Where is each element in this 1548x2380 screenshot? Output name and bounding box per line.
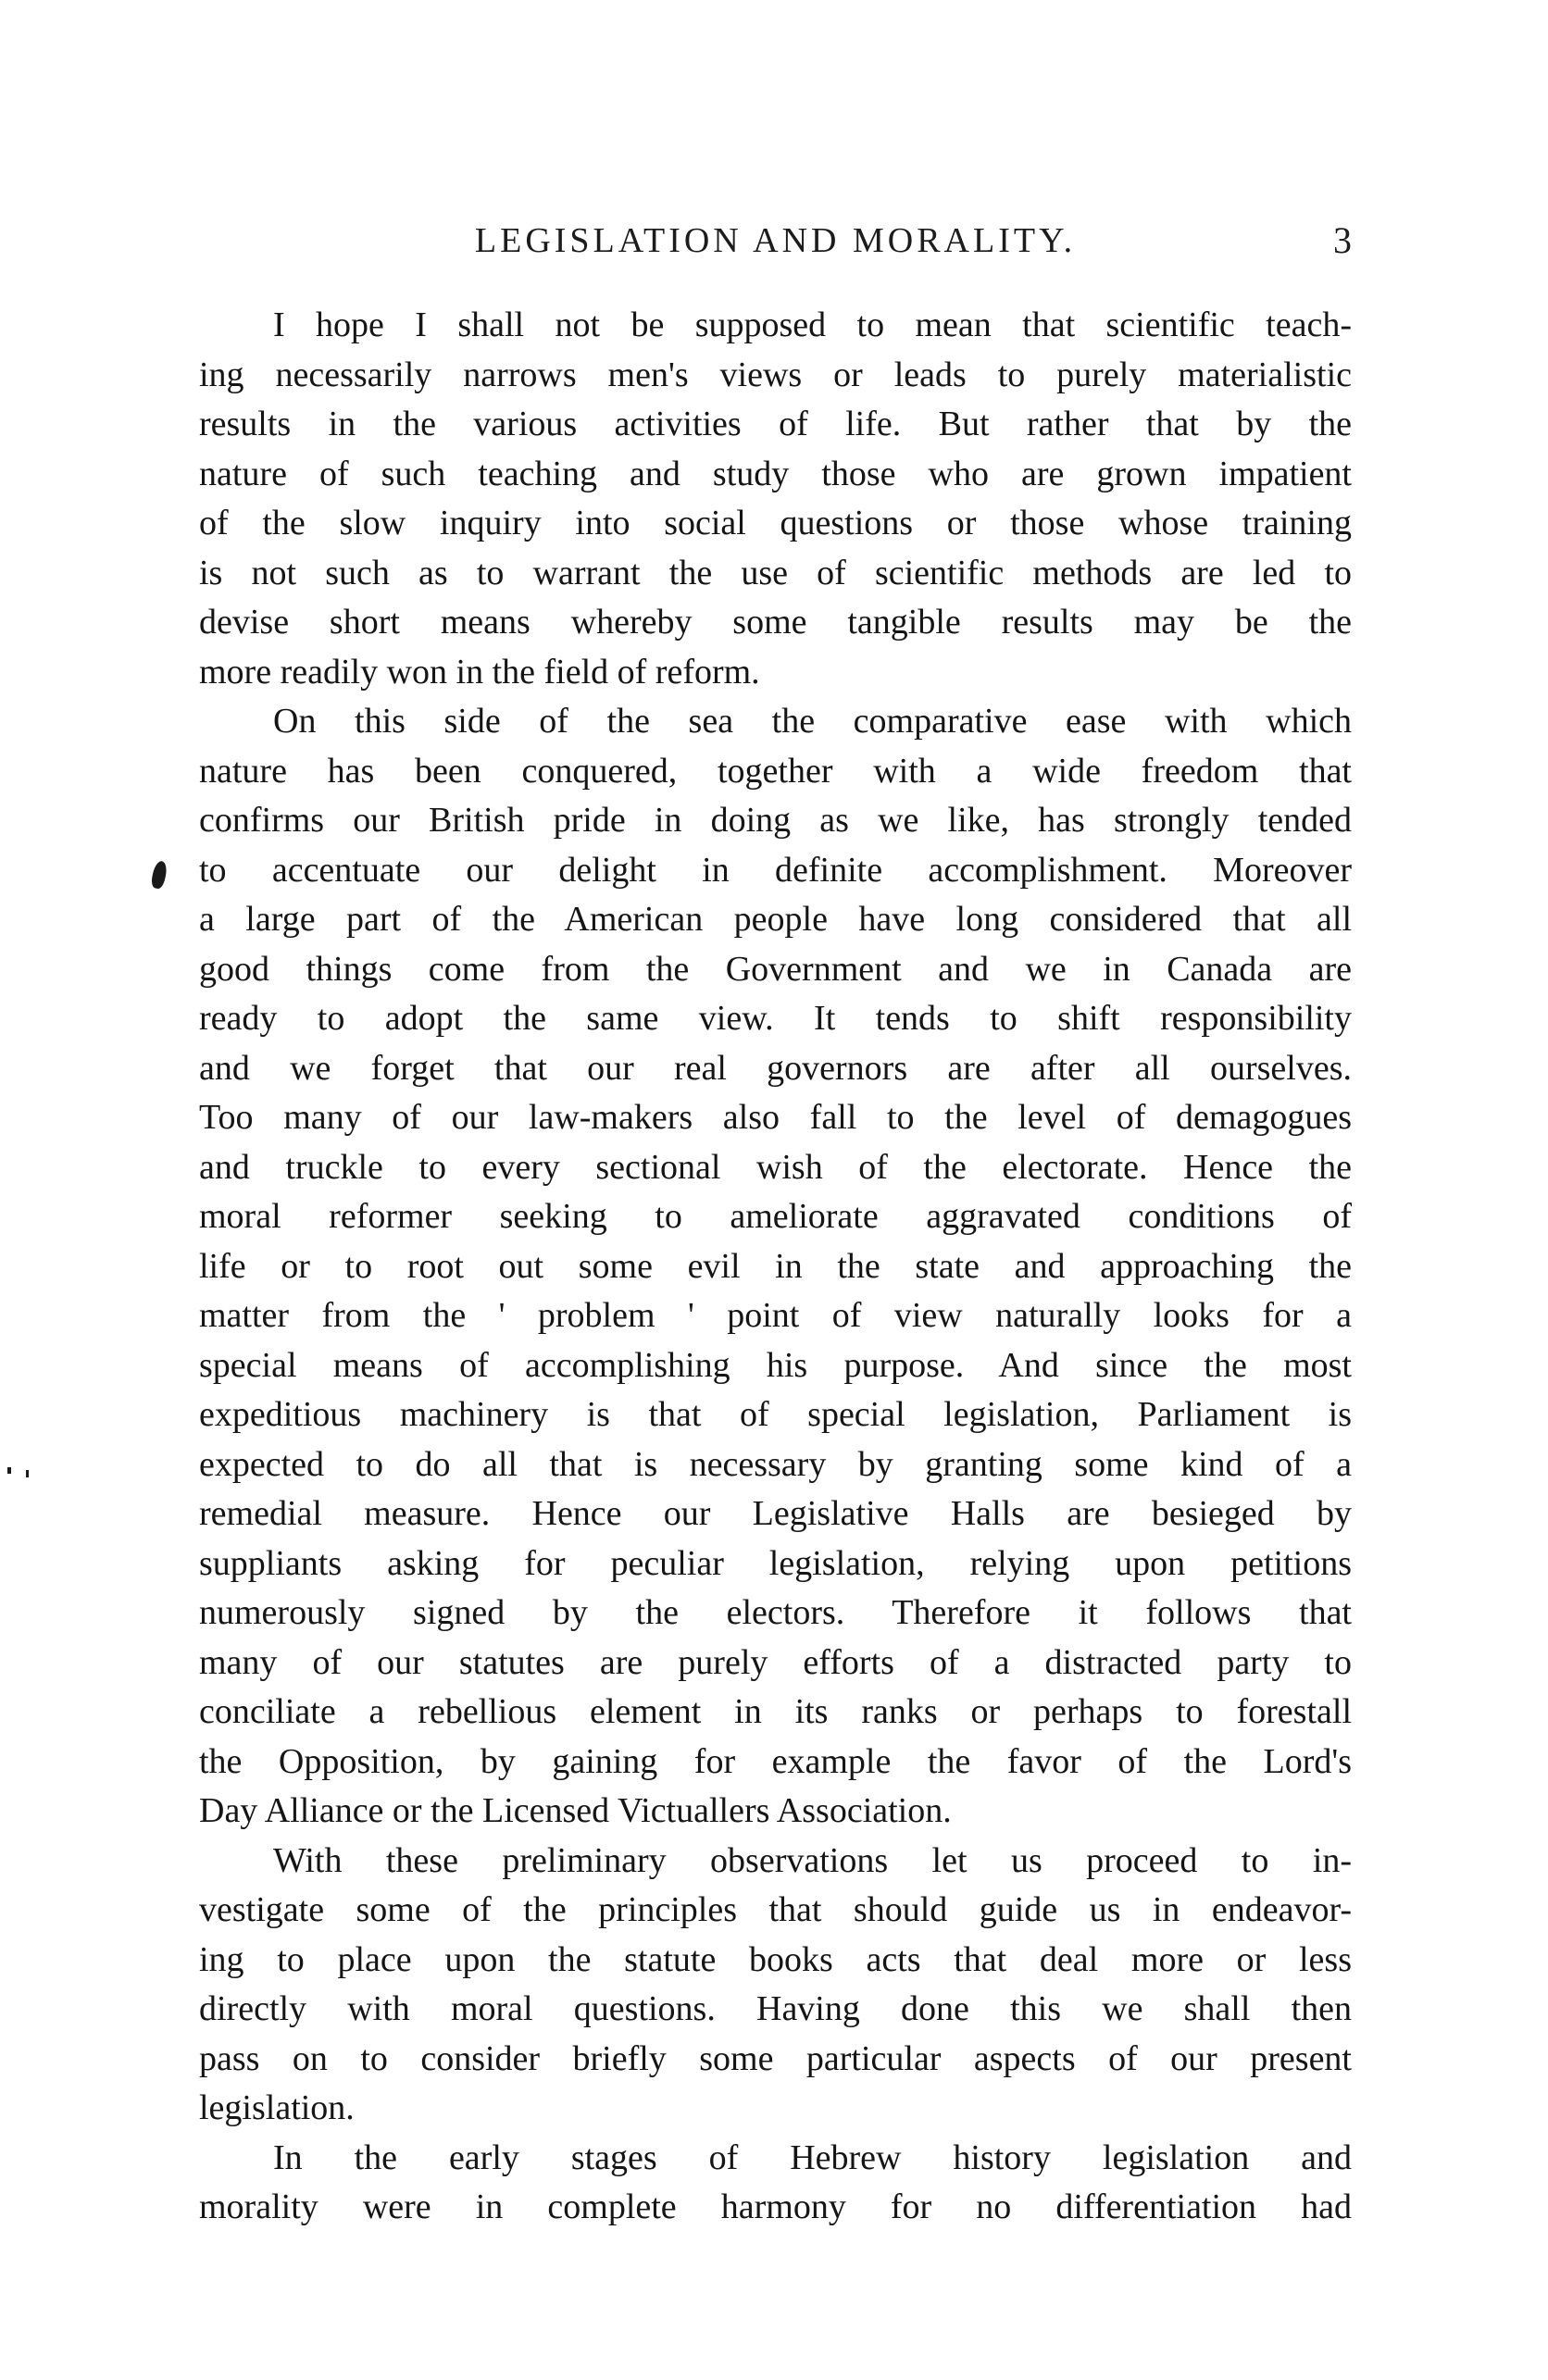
text-line: pass on to consider briefly some particular aspects of our present: [199, 2038, 1352, 2078]
text-line: conciliate a rebellious element in its ranks or perhaps to forestall: [199, 1692, 1352, 1731]
scan-speck-mark: [7, 1467, 11, 1474]
running-title: LEGISLATION AND MORALITY.: [474, 221, 1077, 260]
text-line: many of our statutes are purely efforts of a distracted party to: [199, 1642, 1352, 1682]
paragraph-1: [199, 301, 1352, 697]
text-line: of the slow inquiry into social questions or those whose training: [199, 504, 1352, 542]
text-line: to accentuate our delight in definite accomplishment. Moreover: [199, 850, 1352, 890]
text-line: directly with moral questions. Having done this we shall then: [199, 1989, 1352, 2028]
text-line: the Opposition, by gaining for example the favor of the Lord's: [199, 1741, 1352, 1781]
text-line: more readily won in the field of reform.: [199, 652, 760, 692]
text-line: a large part of the American people have long considered that all: [199, 900, 1352, 939]
text-line: results in the various activities of life. But rather that by the: [199, 405, 1352, 443]
text-line: With these preliminary observations let us proceed to in-: [273, 1840, 1352, 1880]
text-line: In the early stages of Hebrew history legislation and: [273, 2137, 1352, 2177]
ink-blot-mark: [150, 860, 169, 890]
text-line: special means of accomplishing his purpose. And since the most: [199, 1345, 1352, 1385]
text-line: nature of such teaching and study those who are grown impatient: [199, 454, 1352, 493]
text-line: suppliants asking for peculiar legislation, relying upon petitions: [199, 1543, 1352, 1583]
text-line: good things come from the Government and we in Canada are: [199, 949, 1352, 989]
text-line: morality were in complete harmony for no differentiation had: [199, 2187, 1352, 2226]
scan-speck-mark: [26, 1470, 29, 1477]
text-line: Day Alliance or the Licensed Victuallers Association.: [199, 1791, 952, 1830]
text-line: expeditious machinery is that of special legislation, Parliament is: [199, 1395, 1352, 1434]
text-line: ready to adopt the same view. It tends to shift responsibility: [199, 999, 1352, 1038]
text-line: On this side of the sea the comparative ease with which: [273, 702, 1352, 741]
text-line: life or to root out some evil in the state and approaching the: [199, 1246, 1352, 1286]
text-line: Too many of our law-makers also fall to the level of demagogues: [199, 1098, 1352, 1137]
text-line: confirms our British pride in doing as we like, has strongly tended: [199, 801, 1352, 840]
running-head: [199, 213, 1352, 268]
paragraph-3: [199, 1837, 1352, 2134]
text-line: vestigate some of the principles that should guide us in endeavor-: [199, 1890, 1352, 1929]
text-line: and we forget that our real governors are after all ourselves.: [199, 1048, 1352, 1088]
text-line: ing to place upon the statute books acts that deal more or less: [199, 1939, 1352, 1979]
text-line: I hope I shall not be supposed to mean that scientific teach-: [273, 305, 1352, 344]
text-line: devise short means whereby some tangible results may be the: [199, 603, 1352, 642]
text-line: moral reformer seeking to ameliorate aggravated conditions of: [199, 1197, 1352, 1236]
text-line: and truckle to every sectional wish of the electorate. Hence the: [199, 1147, 1352, 1187]
text-line: nature has been conquered, together with a wide freedom that: [199, 751, 1352, 791]
page-number: 3: [1333, 219, 1352, 261]
text-line: legislation.: [199, 2088, 355, 2127]
paragraph-2: [199, 697, 1352, 1837]
paragraph-4: [199, 2134, 1352, 2233]
text-line: matter from the ' problem ' point of view naturally looks for a: [199, 1296, 1352, 1335]
text-line: is not such as to warrant the use of scientific methods are led to: [199, 553, 1352, 592]
body-text: [199, 301, 1352, 2233]
text-line: expected to do all that is necessary by granting some kind of a: [199, 1444, 1352, 1484]
text-line: numerously signed by the electors. Therefore it follows that: [199, 1593, 1352, 1632]
text-line: remedial measure. Hence our Legislative Halls are besieged by: [199, 1494, 1352, 1533]
text-line: ing necessarily narrows men's views or leads to purely materialistic: [199, 355, 1352, 394]
